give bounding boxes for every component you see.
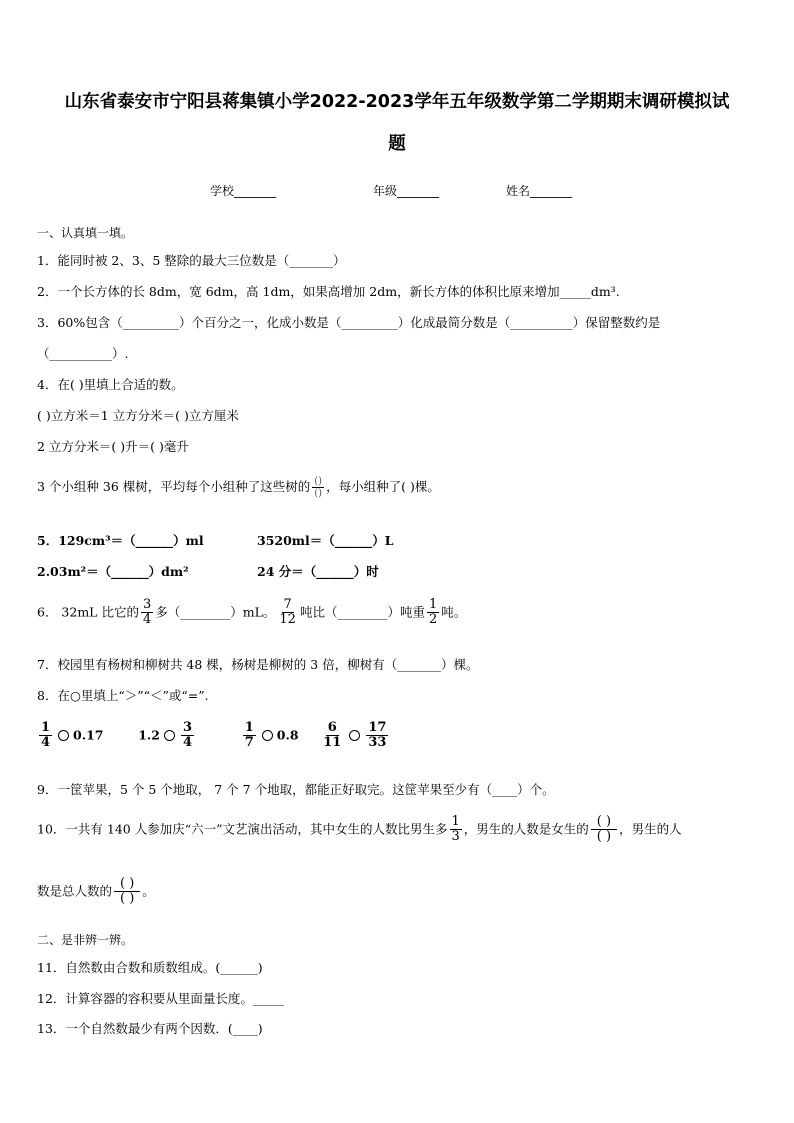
q8d-denominator-right: 33 xyxy=(368,735,387,751)
q10-fraction xyxy=(450,815,462,845)
question-3-line2: （__________）. xyxy=(37,346,129,361)
school-field: 学校_______ xyxy=(210,184,277,198)
q6-text-mid: 多（________）mL。 xyxy=(155,604,276,620)
q10b-text-pre: 数是总人数的 xyxy=(37,883,113,899)
q8d-fraction-right xyxy=(366,721,388,751)
q8b-fraction xyxy=(181,721,194,751)
q8b-numerator: 3 xyxy=(182,720,193,735)
q6-fraction-3 xyxy=(427,598,439,628)
q10-text-mid: ，男生的人数是女生的 xyxy=(463,821,589,837)
question-10-line2 xyxy=(37,877,155,907)
q10-blank-1-denominator: ( ) xyxy=(596,829,612,845)
question-4-line3: 2 立方分米＝( )升＝( )毫升 xyxy=(37,439,189,454)
exam-title-line2: 题 xyxy=(388,134,406,154)
q10-blank-2-denominator: ( ) xyxy=(120,891,135,907)
q4d-fraction-numerator: () xyxy=(314,476,323,487)
question-4-intro: 4．在( )里填上合适的数。 xyxy=(37,377,184,392)
section-2-heading: 二、是非辨一辨。 xyxy=(37,933,134,947)
q8d-denominator-left: 11 xyxy=(323,735,342,751)
question-8: 8．在○里填上“＞”“＜”或“=”. xyxy=(37,688,209,703)
question-12: 12．计算容器的容积要从里面量长度。_____ xyxy=(37,991,285,1006)
q6-fraction-2 xyxy=(277,598,298,628)
q4d-fraction-denominator: () xyxy=(314,488,323,499)
q8c-numerator: 1 xyxy=(244,720,254,735)
name-field: 姓名_______ xyxy=(506,184,573,198)
q8a-right: 0.17 xyxy=(73,727,104,743)
question-10-line1 xyxy=(37,815,682,845)
q10-blank-2-numerator: ( ) xyxy=(114,877,140,892)
question-2: 2．一个长方体的长 8dm，宽 6dm，高 1dm，如果高增加 2dm，新长方体的体积比原来增加_____dm³. xyxy=(37,284,620,299)
question-4-line2: ( )立方米＝1 立方分米＝( )立方厘米 xyxy=(37,408,239,423)
q8c-right: 0.8 xyxy=(276,727,299,743)
q10-fraction-denominator: 3 xyxy=(451,829,460,845)
q10-text-post: ，男生的人 xyxy=(619,821,682,837)
q8b-denominator: 4 xyxy=(182,735,193,751)
q8b-left: 1.2 xyxy=(138,727,160,743)
q10-blank-fraction-2 xyxy=(114,877,140,907)
question-3-line1: 3．60%包含（_________）个百分之一，化成小数是（_________）化成最简分数是（__________）保留整数约是 xyxy=(37,315,661,330)
q6-text-post: 吨。 xyxy=(441,604,467,620)
q8d-fraction-left xyxy=(321,721,343,751)
question-5-line2-right: 24 分＝（______）时 xyxy=(257,564,379,579)
question-6 xyxy=(37,598,466,628)
q8a-numerator: 1 xyxy=(41,720,51,735)
q8c-fraction xyxy=(243,721,256,751)
q10b-text-post: 。 xyxy=(142,883,155,899)
q6-fraction-1-numerator: 3 xyxy=(142,597,152,612)
q6-fraction-2-numerator: 7 xyxy=(283,597,292,612)
question-5-line1-left: 5．129cm³＝（______）ml xyxy=(37,533,204,548)
q8d-numerator-right: 17 xyxy=(368,720,387,735)
q6-fraction-3-numerator: 1 xyxy=(428,597,438,612)
question-13: 13．一个自然数最少有两个因数．(____) xyxy=(37,1021,263,1036)
question-5-line2-left: 2.03m²＝（______）dm² xyxy=(37,564,189,579)
question-4-line4 xyxy=(37,476,440,499)
exam-title-line1: 山东省泰安市宁阳县蒋集镇小学2022-2023学年五年级数学第二学期期末调研模拟试 xyxy=(64,92,730,112)
question-1: 1．能同时被 2、3、5 整除的最大三位数是（_______） xyxy=(37,253,346,268)
q6-fraction-1-denominator: 4 xyxy=(142,612,152,628)
q6-text-pre: 6． 32mL 比它的 xyxy=(37,604,139,620)
q10-blank-fraction-1 xyxy=(591,815,617,845)
compare-circle-1 xyxy=(58,730,69,741)
q6-text-mid2: 吨比（________）吨重 xyxy=(299,604,425,620)
q8d-numerator-left: 6 xyxy=(327,720,337,735)
question-11: 11．自然数由合数和质数组成。(______) xyxy=(37,960,263,975)
q10-text-pre: 10．一共有 140 人参加庆“六一”文艺演出活动，其中女生的人数比男生多 xyxy=(37,821,448,837)
q10-fraction-numerator: 1 xyxy=(451,814,460,829)
q4d-text-post: ，每小组种了( )棵。 xyxy=(326,479,440,494)
question-7: 7．校园里有杨树和柳树共 48 棵，杨树是柳树的 3 倍，柳树有（_______）棵。 xyxy=(37,657,479,672)
grade-field: 年级_______ xyxy=(373,184,440,198)
compare-circle-4 xyxy=(349,730,360,741)
q6-fraction-3-denominator: 2 xyxy=(428,612,438,628)
q4d-fraction xyxy=(312,476,324,499)
q4d-text-pre: 3 个小组种 36 棵树，平均每个小组种了这些树的 xyxy=(37,479,311,494)
question-8-comparisons xyxy=(37,721,390,751)
question-5-line1-right: 3520ml＝（______）L xyxy=(257,533,394,548)
q10-blank-1-numerator: ( ) xyxy=(591,815,617,830)
section-1-heading: 一、认真填一填。 xyxy=(37,226,134,240)
q6-fraction-2-denominator: 12 xyxy=(279,612,296,628)
compare-circle-3 xyxy=(262,730,273,741)
q8a-denominator: 4 xyxy=(41,735,51,751)
q8a-fraction xyxy=(39,721,52,751)
compare-circle-2 xyxy=(164,730,175,741)
q6-fraction-1 xyxy=(141,598,153,628)
q8c-denominator: 7 xyxy=(244,735,254,751)
question-9: 9．一筐苹果，5 个 5 个地取， 7 个 7 个地取，都能正好取完。这筐苹果至少有（____）个。 xyxy=(37,782,555,797)
